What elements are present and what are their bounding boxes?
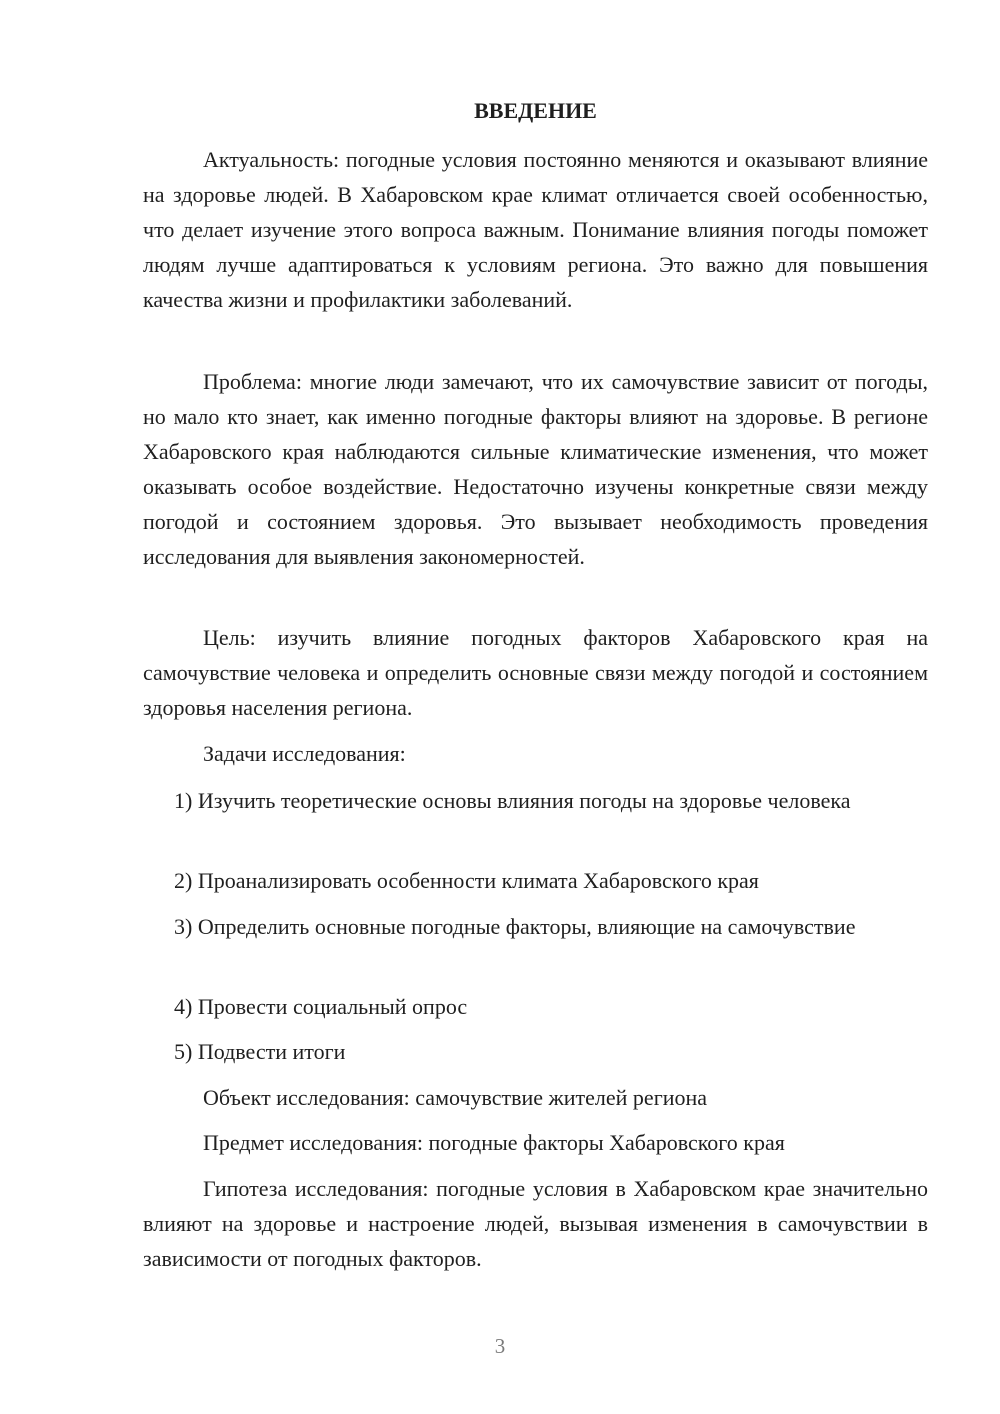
task-item-4: 4) Провести социальный опрос — [174, 994, 468, 1019]
task-item-3: 3) Определить основные погодные факторы, влияющие на самочувствие — [174, 914, 856, 939]
paragraph-relevance: Актуальность: погодные условия постоянно меняются и оказывают влияние на здоровье людей. В Хабаровском крае климат отличается своей особенностью, что делает изучение этого вопроса важным. Понимание влияния погоды поможет людям лучше адаптироваться к условиям региона. Это важно для повышения качества жизни и профилактики заболеваний. — [143, 147, 928, 312]
research-hypothesis: Гипотеза исследования: погодные условия в Хабаровском крае значительно влияют на здоровье и настроение людей, вызывая изменения в самочувствии в зависимости от погодных факторов. — [143, 1176, 928, 1271]
research-subject: Предмет исследования: погодные факторы Хабаровского края — [203, 1130, 785, 1155]
tasks-heading: Задачи исследования: — [203, 741, 406, 766]
paragraph-problem: Проблема: многие люди замечают, что их самочувствие зависит от погоды, но мало кто знает, как именно погодные факторы влияют на здоровье. В регионе Хабаровского края наблюдаются сильные климатические изменения, что может оказывать особое воздействие. Недостаточно изучены конкретные связи между погодой и состоянием здоровья. Это вызывает необходимость проведения исследования для выявления закономерностей. — [143, 369, 928, 569]
task-item-2: 2) Проанализировать особенности климата Хабаровского края — [174, 868, 759, 893]
paragraph-goal: Цель: изучить влияние погодных факторов Хабаровского края на самочувствие человека и определить основные связи между погодой и состоянием здоровья населения региона. — [143, 625, 928, 720]
task-item-5: 5) Подвести итоги — [174, 1039, 346, 1064]
section-title: ВВЕДЕНИЕ — [474, 98, 597, 123]
page-number: 3 — [494, 1334, 506, 1358]
task-item-1: 1) Изучить теоретические основы влияния погоды на здоровье человека — [174, 788, 851, 813]
research-object: Объект исследования: самочувствие жителей региона — [203, 1085, 708, 1110]
